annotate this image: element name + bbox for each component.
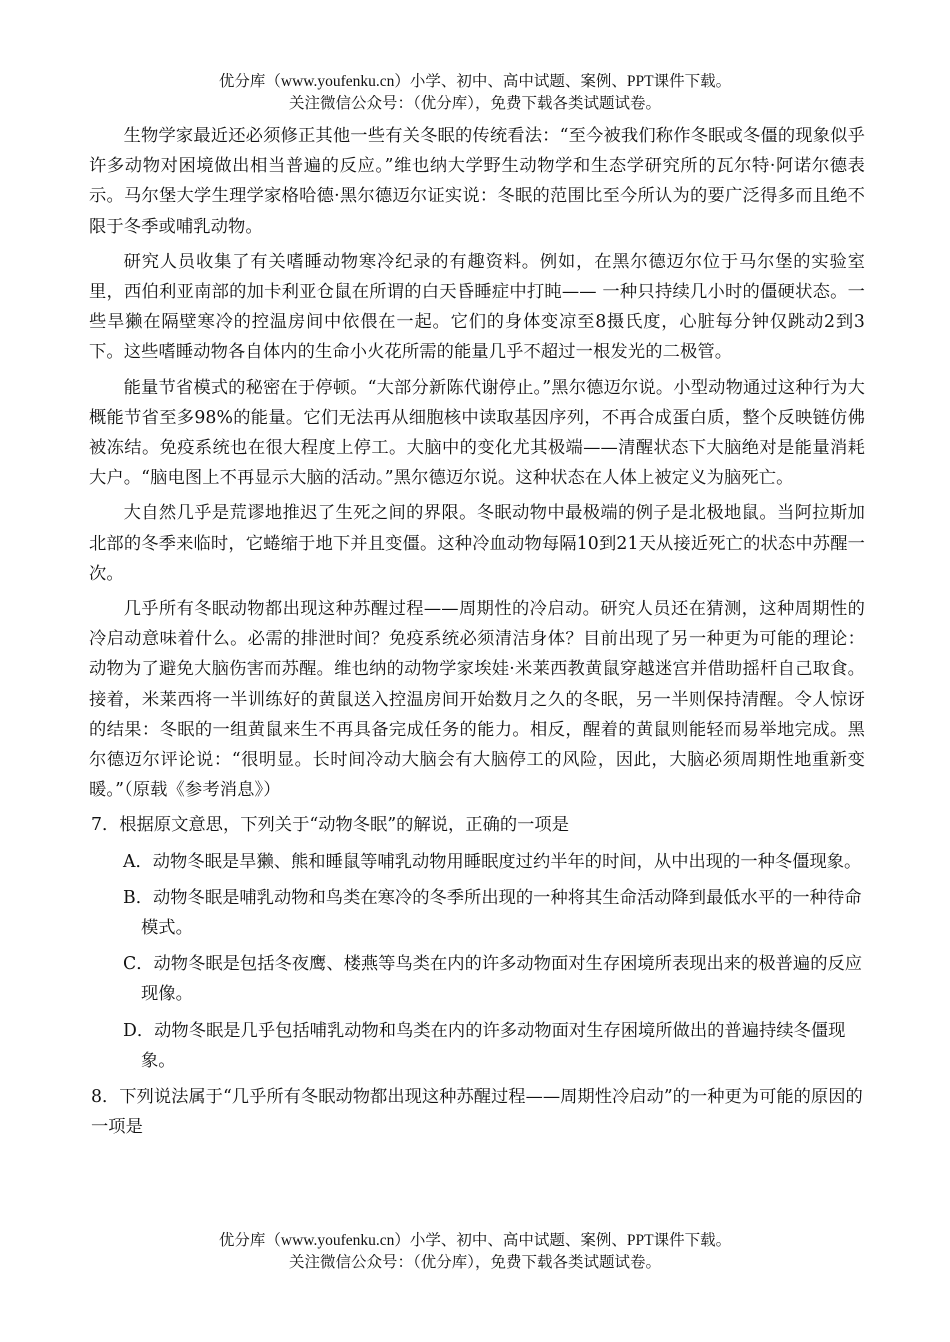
question-7-stem: 7．根据原文意思，下列关于“动物冬眠”的解说，正确的一项是 <box>91 815 569 836</box>
question-7-option-d: D．动物冬眠是几乎包括哺乳动物和鸟类在内的许多动物面对生存困境所做出的普遍持续冬僵现象。 <box>123 1020 846 1071</box>
question-7-option-a: A．动物冬眠是旱獭、熊和睡鼠等哺乳动物用睡眠度过约半年的时间，从中出现的一种冬僵现象。 <box>123 851 862 872</box>
document-body <box>89 121 865 1149</box>
question-8-stem: 8．下列说法属于“几乎所有冬眠动物都出现这种苏醒过程——周期性冷启动”的一种更为可能的原因的一项是 <box>91 1087 863 1138</box>
page-header <box>0 71 950 115</box>
question-7-option-c: C．动物冬眠是包括冬夜鹰、楼燕等鸟类在内的许多动物面对生存困境所表现出来的极普遍的反应现像。 <box>123 954 863 1005</box>
header-line-1: 优分库（www.youfenku.cn）小学、初中、高中试题、案例、PPT课件下载。 <box>218 73 732 90</box>
page-footer <box>0 1230 950 1274</box>
paragraph-2: 研究人员收集了有关嗜睡动物寒冷纪录的有趣资料。例如，在黑尔德迈尔位于马尔堡的实验室里，西伯利亚南部的加卡利亚仓鼠在所谓的白天昏睡症中打盹—— 一种只持续几小时的僵硬状态。一些旱獭在隔壁寒冷的控温房间中依偎在一起。它们的身体变凉至8摄氏度，心脏每分钟仅跳动2到3下。这些嗜睡动物各自体内的生命小火花所需的能量几乎不超过一根发光的二极管。 <box>89 251 865 363</box>
footer-line-2: 关注微信公众号：（优分库），免费下载各类试题试卷。 <box>288 1254 661 1271</box>
paragraph-3: 能量节省模式的秘密在于停顿。“大部分新陈代谢停止。”黑尔德迈尔说。小型动物通过这种行为大概能节省至多98%的能量。它们无法再从细胞核中读取基因序列，不再合成蛋白质，整个反映链仿佛被冻结。免疫系统也在很大程度上停工。大脑中的变化尤其极端——清醒状态下大脑绝对是能量消耗大户。“脑电图上不再显示大脑的活动。”黑尔德迈尔说。这种状态在人体上被定义为脑死亡。 <box>89 377 865 489</box>
header-line-2: 关注微信公众号：（优分库），免费下载各类试题试卷。 <box>288 95 661 112</box>
paragraph-4: 大自然几乎是荒谬地推迟了生死之间的界限。冬眠动物中最极端的例子是北极地鼠。当阿拉斯加北部的冬季来临时，它蜷缩于地下并且变僵。这种冷血动物每隔10到21天从接近死亡的状态中苏醒一次。 <box>89 503 865 584</box>
footer-line-1: 优分库（www.youfenku.cn）小学、初中、高中试题、案例、PPT课件下载。 <box>218 1232 732 1249</box>
paragraph-5: 几乎所有冬眠动物都出现这种苏醒过程——周期性的冷启动。研究人员还在猜测，这种周期性的冷启动意味着什么。必需的排泄时间？免疫系统必须清洁身体？目前出现了另一种更为可能的理论：动物为了避免大脑伤害而苏醒。维也纳的动物学家埃娃·米莱西教黄鼠穿越迷宫并借助摇杆自己取食。接着，米莱西将一半训练好的黄鼠送入控温房间开始数月之久的冬眠，另一半则保持清醒。令人惊讶的结果：冬眠的一组黄鼠来生不再具备完成任务的能力。相反，醒着的黄鼠则能轻而易举地完成。黑尔德迈尔评论说：“很明显。长时间冷动大脑会有大脑停工的风险，因此，大脑必须周期性地重新变暖。”（原载《参考消息》） <box>89 599 865 801</box>
paragraph-1: 生物学家最近还必须修正其他一些有关冬眠的传统看法：“至今被我们称作冬眠或冬僵的现象似乎许多动物对困境做出相当普遍的反应。”维也纳大学野生动物学和生态学研究所的瓦尔特·阿诺尔德表示。马尔堡大学生理学家格哈德·黑尔德迈尔证实说：冬眠的范围比至今所认为的要广泛得多而且绝不限于冬季或哺乳动物。 <box>89 126 865 237</box>
question-7 <box>89 810 865 1076</box>
question-8 <box>89 1082 865 1142</box>
question-7-option-b: B．动物冬眠是哺乳动物和鸟类在寒冷的冬季所出现的一种将其生命活动降到最低水平的一种待命模式。 <box>123 887 862 939</box>
